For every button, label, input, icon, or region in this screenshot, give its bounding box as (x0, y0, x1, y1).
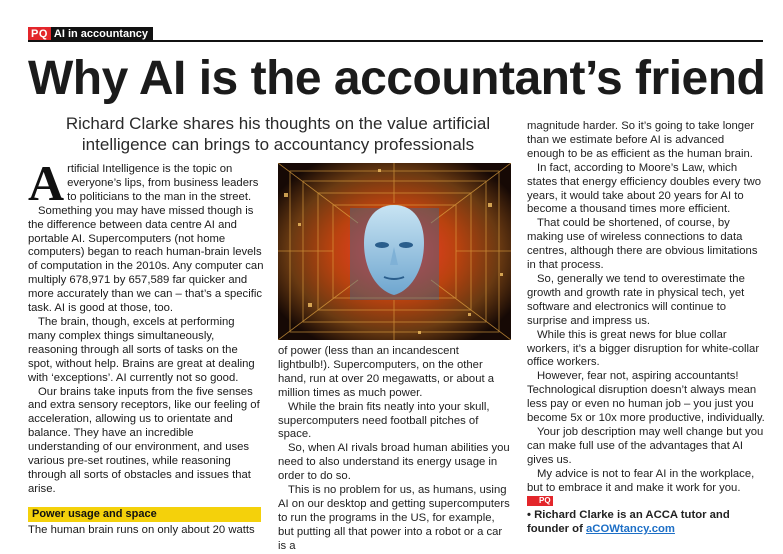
bio-text: • Richard Clarke is an ACCA tutor and founder of (527, 509, 730, 536)
paragraph: In fact, according to Moore’s Law, which states that energy efficiency doubles every two years, it would take about 20 years for AI to become a thousand times more efficient. (527, 161, 762, 216)
column-3 (527, 120, 765, 537)
paragraph: magnitude harder. So it’s going to take longer than we estimate before AI is advanced enough to be as efficient as the human brain. (527, 120, 755, 160)
paragraph: So, when AI rivals broad human abilities you need to also understand its energy usage in order to do so. (278, 442, 510, 483)
section-tag (28, 27, 153, 41)
paragraph: While the brain fits neatly into your skull, supercomputers need football pitches of space. (278, 400, 490, 441)
ai-face-icon (278, 163, 511, 340)
article-headline: Why AI is the accountant’s friend (28, 52, 766, 105)
paragraph-text: My advice is not to fear AI in the workplace, but to embrace it and make it work for you. (527, 467, 755, 494)
article-standfirst: Richard Clarke shares his thoughts on the value artificial intelligence can brings to accountancy professionals (65, 114, 491, 154)
pq-logo: PQ (28, 27, 51, 41)
paragraph (28, 155, 264, 211)
website-link[interactable]: aCOWtancy.com (586, 523, 675, 536)
paragraph: While this is great news for blue collar workers, it’s a bigger disruption for white-collar office workers. (527, 328, 760, 369)
paragraph: So, generally we tend to overestimate the growth and growth rate in physical tech, yet software and electronics will continue to surprise and impress us. (527, 272, 745, 327)
column-1 (28, 155, 264, 538)
author-bio (527, 509, 765, 537)
subheading: Power usage and space (28, 507, 261, 522)
paragraph: The brain, though, excels at performing many complex things simultaneously, reasoning through all sorts of tasks on the spot, without help. Brains are great at dealing with ‘exceptions’. AI currently not so good. (28, 315, 255, 384)
paragraph: That could be shortened, of course, by making use of wireless connections to data centres, although there are obvious limitations in that process. (527, 217, 758, 272)
paragraph: of power (less than an incandescent lightbulb!). Supercomputers, on the other hand, run at over 20 megawatts, or about a million times as much power. (278, 345, 495, 399)
paragraph-text: rtificial Intelligence is the topic on everyone’s lips, from business leaders to politicians to the man in the street. (67, 163, 259, 203)
paragraph: Our brains take inputs from the five senses and extra sensory receptors, like our feeling of acceleration, allowing us to orientate and balance. They have an incredible understanding of our environment, and uses various pre-set routines, while reasoning through all sorts of obstacles and issues that arise. (28, 385, 260, 495)
paragraph: The human brain runs on only about 20 watts (28, 523, 255, 536)
column-2 (278, 345, 511, 554)
paragraph (527, 468, 765, 510)
header-rule (28, 40, 763, 42)
paragraph: However, fear not, aspiring accountants! Technological disruption doesn’t always mean less pay or even no human job – you just you become 5x or 10x more productive, individually. (527, 370, 765, 425)
paragraph: This is no problem for us, as humans, using AI on our desktop and getting supercomputers to run the programs in the US, for example, but putting all that power into a robot or a car is a (278, 484, 510, 552)
section-label: AI in accountancy (51, 27, 153, 41)
paragraph: Something you may have missed though is the difference between data centre AI and portable AI. Supercomputers (not home computers) began to reach human-brain levels of computation in the 2010s. Any computer can multiply 678,971 by 657,589 far quicker and more accurately than we can – that’s a specific task. AI is good at those, too. (28, 204, 264, 315)
end-mark: PQ (527, 496, 553, 506)
ai-face-illustration (278, 163, 511, 340)
drop-cap: A (28, 155, 65, 211)
paragraph: Your job description may well change but you can make full use of the advantages that AI gives us. (527, 425, 764, 466)
